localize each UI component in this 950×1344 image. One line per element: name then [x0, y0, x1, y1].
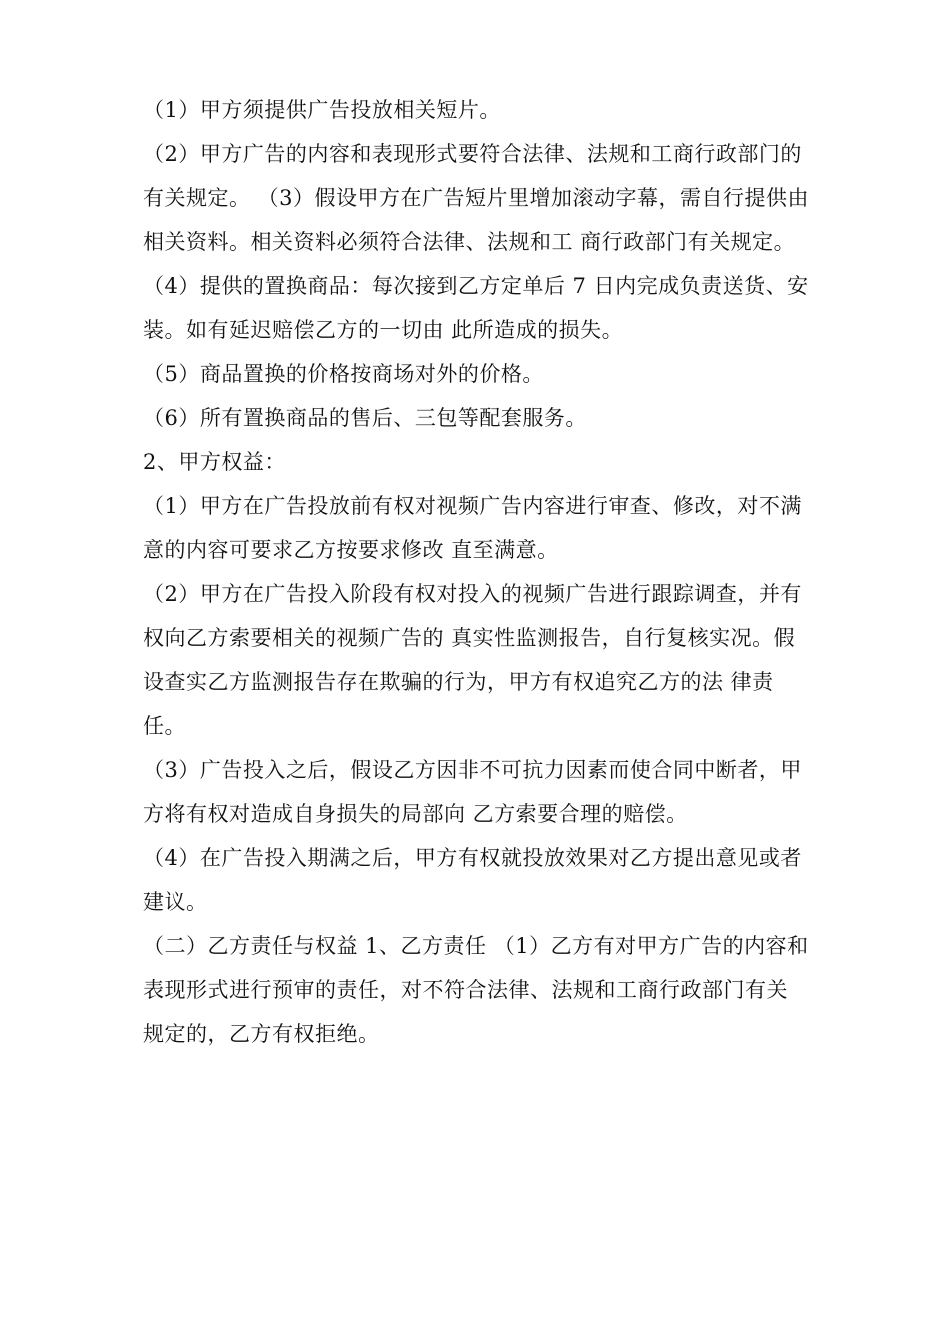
document-body — [143, 88, 813, 1056]
paragraph-3: （4）提供的置换商品：每次接到乙方定单后 7 日内完成负责送货、安装。如有延迟赔偿乙方的一切由 此所造成的损失。 — [143, 274, 809, 342]
section-heading-party-a-rights: 2、甲方权益： — [143, 450, 286, 474]
paragraph-8: （3）广告投入之后，假设乙方因非不可抗力因素而使合同中断者，甲方将有权对造成自身损失的局部向 乙方索要合理的赔偿。 — [143, 758, 802, 826]
paragraph-2: （2）甲方广告的内容和表现形式要符合法律、法规和工商行政部门的有关规定。 （3）假设甲方在广告短片里增加滚动字幕，需自行提供由相关资料。相关资料必须符合法律、法规和工 商行政部门有关规定。 — [143, 142, 810, 254]
paragraph-4: （5）商品置换的价格按商场对外的价格。 — [143, 362, 544, 386]
paragraph-10: （二）乙方责任与权益 1、乙方责任 （1）乙方有对甲方广告的内容和表现形式进行预审的责任，对不符合法律、法规和工商行政部门有关 规定的，乙方有权拒绝。 — [143, 934, 809, 1046]
paragraph-7: （2）甲方在广告投入阶段有权对投入的视频广告进行跟踪调查，并有权向乙方索要相关的视频广告的 真实性监测报告，自行复核实况。假设查实乙方监测报告存在欺骗的行为，甲方有权追究乙方的法 律责任。 — [143, 582, 802, 738]
paragraph-9: （4）在广告投入期满之后，甲方有权就投放效果对乙方提出意见或者建议。 — [143, 846, 802, 914]
paragraph-6: （1）甲方在广告投放前有权对视频广告内容进行审查、修改，对不满意的内容可要求乙方按要求修改 直至满意。 — [143, 494, 802, 562]
paragraph-1: （1）甲方须提供广告投放相关短片。 — [143, 98, 501, 122]
paragraph-5: （6）所有置换商品的售后、三包等配套服务。 — [143, 406, 587, 430]
